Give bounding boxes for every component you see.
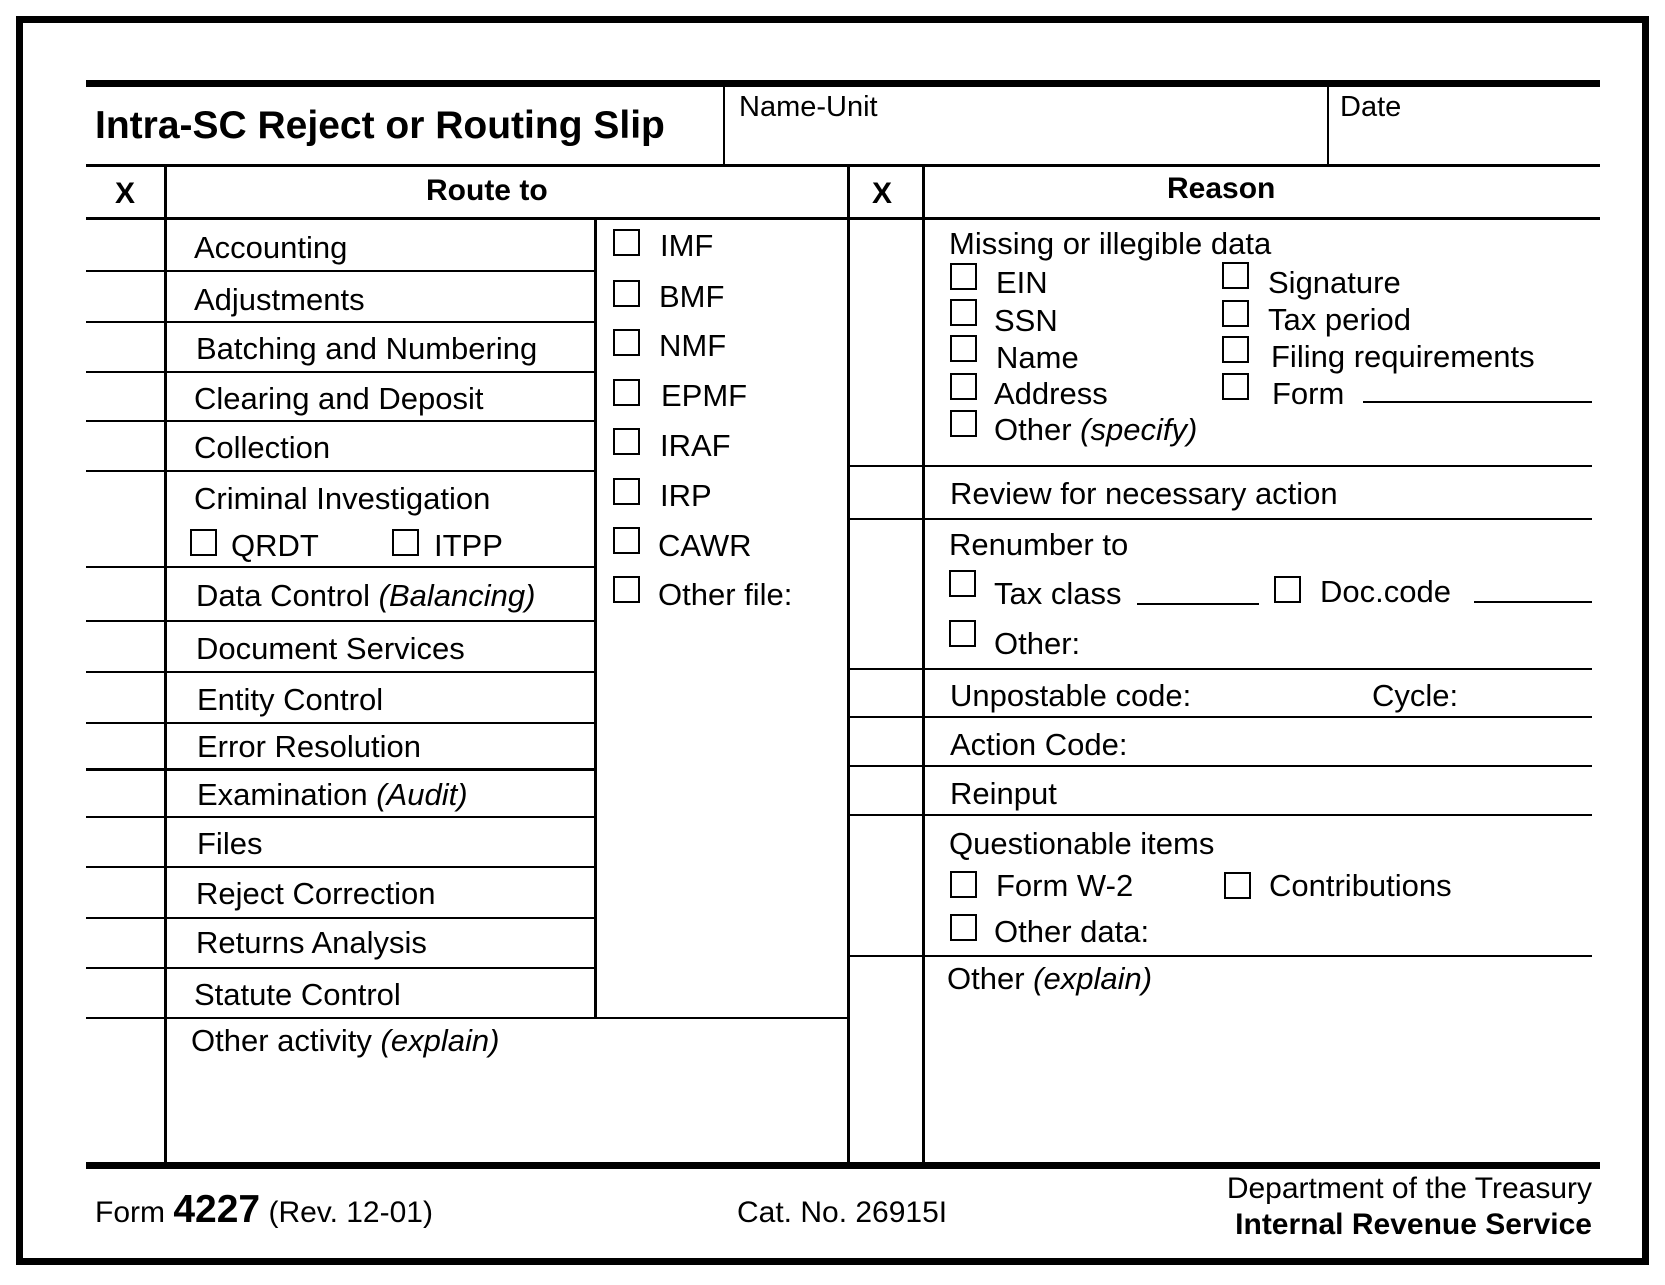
action-code-label: Action Code: bbox=[950, 727, 1128, 762]
contributions-label: Contributions bbox=[1269, 868, 1452, 903]
route-entity-control: Entity Control bbox=[197, 682, 384, 717]
nmf-label: NMF bbox=[659, 328, 727, 363]
tax-class-checkbox[interactable] bbox=[949, 570, 976, 597]
name-unit-label: Name-Unit bbox=[739, 91, 878, 123]
other-activity bbox=[191, 1025, 499, 1056]
reason-rule bbox=[849, 518, 1592, 520]
reason-other-note: (explain) bbox=[1033, 961, 1153, 996]
header-divider-1 bbox=[723, 86, 725, 166]
irp-checkbox[interactable] bbox=[613, 478, 640, 505]
tax-class-label: Tax class bbox=[994, 576, 1122, 611]
reason-rule bbox=[849, 814, 1592, 816]
imf-label: IMF bbox=[660, 228, 714, 263]
itpp-checkbox[interactable] bbox=[392, 529, 419, 556]
tax-class-line[interactable] bbox=[1137, 603, 1259, 605]
form-w2-label: Form W-2 bbox=[996, 868, 1134, 903]
reason-rule bbox=[849, 765, 1592, 767]
row-rule bbox=[86, 321, 596, 323]
imf-checkbox[interactable] bbox=[613, 229, 640, 256]
route-document-services: Document Services bbox=[196, 631, 465, 666]
tax-period-checkbox[interactable] bbox=[1222, 300, 1249, 327]
x-column-right: X bbox=[872, 177, 893, 210]
cat-no: Cat. No. 26915I bbox=[737, 1196, 948, 1229]
examination-label: Examination bbox=[197, 777, 368, 812]
reason-rule bbox=[849, 716, 1592, 718]
iraf-checkbox[interactable] bbox=[613, 428, 640, 455]
route-error-resolution: Error Resolution bbox=[197, 729, 421, 764]
row-rule bbox=[86, 566, 596, 568]
header-divider-2 bbox=[1327, 86, 1329, 166]
row-rule bbox=[86, 371, 596, 373]
route-reject-correction: Reject Correction bbox=[196, 876, 436, 911]
renumber-other-checkbox[interactable] bbox=[949, 620, 976, 647]
tax-period-label: Tax period bbox=[1268, 302, 1412, 337]
dept-name: Department of the Treasury bbox=[1226, 1172, 1592, 1205]
agency-name: Internal Revenue Service bbox=[1235, 1208, 1592, 1241]
doc-code-checkbox[interactable] bbox=[1274, 576, 1301, 603]
x-column-left: X bbox=[115, 177, 136, 210]
reason-rule bbox=[849, 955, 1592, 957]
doc-code-label: Doc.code bbox=[1320, 574, 1451, 609]
reason-rule bbox=[849, 668, 1592, 670]
examination-note: (Audit) bbox=[376, 777, 468, 812]
nmf-checkbox[interactable] bbox=[613, 329, 640, 356]
row-rule bbox=[86, 722, 596, 724]
route-collection: Collection bbox=[194, 430, 331, 465]
route-adjustments: Adjustments bbox=[194, 282, 365, 317]
reinput-label: Reinput bbox=[950, 776, 1057, 811]
unpostable-label: Unpostable code: bbox=[950, 678, 1192, 713]
ssn-checkbox[interactable] bbox=[950, 299, 977, 326]
missing-other-checkbox[interactable] bbox=[950, 410, 977, 437]
row-rule bbox=[86, 768, 596, 771]
doc-code-line[interactable] bbox=[1474, 601, 1592, 603]
other-data-label: Other data: bbox=[994, 914, 1150, 949]
contributions-checkbox[interactable] bbox=[1224, 872, 1251, 899]
bmf-label: BMF bbox=[659, 279, 725, 314]
row-rule bbox=[86, 620, 596, 622]
route-files: Files bbox=[197, 826, 263, 861]
form-prefix: Form bbox=[95, 1196, 165, 1229]
route-batching: Batching and Numbering bbox=[196, 331, 538, 366]
route-data-control bbox=[196, 580, 535, 611]
row-rule bbox=[86, 1017, 848, 1019]
questionable-title: Questionable items bbox=[949, 826, 1215, 861]
row-rule bbox=[86, 270, 596, 272]
missing-data-title: Missing or illegible data bbox=[949, 226, 1272, 261]
other-file-checkbox[interactable] bbox=[613, 576, 640, 603]
other-activity-label: Other activity bbox=[191, 1023, 372, 1058]
cawr-checkbox[interactable] bbox=[613, 527, 640, 554]
reason-other bbox=[947, 963, 1152, 994]
qrdt-label: QRDT bbox=[231, 528, 319, 563]
route-statute-control: Statute Control bbox=[194, 977, 401, 1012]
data-control-note: (Balancing) bbox=[378, 578, 536, 613]
filing-req-label: Filing requirements bbox=[1271, 339, 1535, 374]
irp-label: IRP bbox=[660, 478, 712, 513]
form-checkbox[interactable] bbox=[1222, 373, 1249, 400]
row-rule bbox=[86, 470, 596, 472]
renumber-title: Renumber to bbox=[949, 527, 1129, 562]
address-label: Address bbox=[994, 376, 1108, 411]
route-accounting: Accounting bbox=[194, 230, 348, 265]
bmf-checkbox[interactable] bbox=[613, 280, 640, 307]
missing-other-label: Other bbox=[994, 412, 1072, 447]
reason-other-label: Other bbox=[947, 961, 1025, 996]
form-title: Intra-SC Reject or Routing Slip bbox=[95, 104, 665, 147]
itpp-label: ITPP bbox=[434, 528, 503, 563]
files-divider bbox=[594, 219, 597, 1019]
signature-label: Signature bbox=[1268, 265, 1401, 300]
form-number-value: 4227 bbox=[173, 1188, 261, 1231]
filing-req-checkbox[interactable] bbox=[1222, 336, 1249, 363]
cycle-label: Cycle: bbox=[1372, 678, 1459, 713]
form-number bbox=[95, 1190, 433, 1229]
missing-other bbox=[994, 414, 1197, 445]
form-label: Form bbox=[1272, 376, 1345, 411]
row-rule bbox=[86, 866, 596, 868]
form-revision: (Rev. 12-01) bbox=[268, 1196, 433, 1229]
other-activity-note: (explain) bbox=[380, 1023, 500, 1058]
epmf-label: EPMF bbox=[661, 378, 748, 413]
address-checkbox[interactable] bbox=[950, 373, 977, 400]
ein-checkbox[interactable] bbox=[950, 263, 977, 290]
column-header-rule bbox=[86, 217, 1600, 220]
epmf-checkbox[interactable] bbox=[613, 379, 640, 406]
date-label: Date bbox=[1340, 91, 1402, 123]
center-divider bbox=[847, 166, 850, 1164]
iraf-label: IRAF bbox=[660, 428, 731, 463]
row-rule bbox=[86, 420, 596, 422]
route-clearing: Clearing and Deposit bbox=[194, 381, 484, 416]
qrdt-checkbox[interactable] bbox=[190, 529, 217, 556]
data-control-label: Data Control bbox=[196, 578, 371, 613]
row-rule bbox=[86, 816, 596, 818]
cawr-label: CAWR bbox=[658, 528, 752, 563]
left-x-divider bbox=[164, 166, 167, 1164]
right-x-divider bbox=[922, 166, 925, 1164]
other-data-checkbox[interactable] bbox=[950, 914, 977, 941]
header-bottom-rule bbox=[86, 164, 1600, 167]
row-rule bbox=[86, 967, 596, 969]
form-line[interactable] bbox=[1363, 401, 1592, 403]
bottom-thick-rule bbox=[86, 1162, 1600, 1169]
ein-label: EIN bbox=[996, 265, 1048, 300]
row-rule bbox=[86, 671, 596, 673]
route-returns-analysis: Returns Analysis bbox=[196, 925, 427, 960]
renumber-other-label: Other: bbox=[994, 626, 1081, 661]
signature-checkbox[interactable] bbox=[1222, 262, 1249, 289]
other-file-label: Other file: bbox=[658, 577, 793, 612]
route-to-header: Route to bbox=[426, 174, 548, 207]
ssn-label: SSN bbox=[994, 303, 1058, 338]
name-checkbox[interactable] bbox=[950, 335, 977, 362]
name-label: Name bbox=[996, 340, 1079, 375]
route-criminal-investigation: Criminal Investigation bbox=[194, 481, 491, 516]
reason-header: Reason bbox=[1167, 172, 1276, 205]
review-label: Review for necessary action bbox=[950, 476, 1338, 511]
row-rule bbox=[86, 917, 596, 919]
missing-other-note: (specify) bbox=[1080, 412, 1198, 447]
reason-rule bbox=[849, 465, 1592, 467]
route-examination bbox=[197, 779, 468, 810]
top-thick-rule bbox=[86, 80, 1600, 87]
form-w2-checkbox[interactable] bbox=[950, 871, 977, 898]
